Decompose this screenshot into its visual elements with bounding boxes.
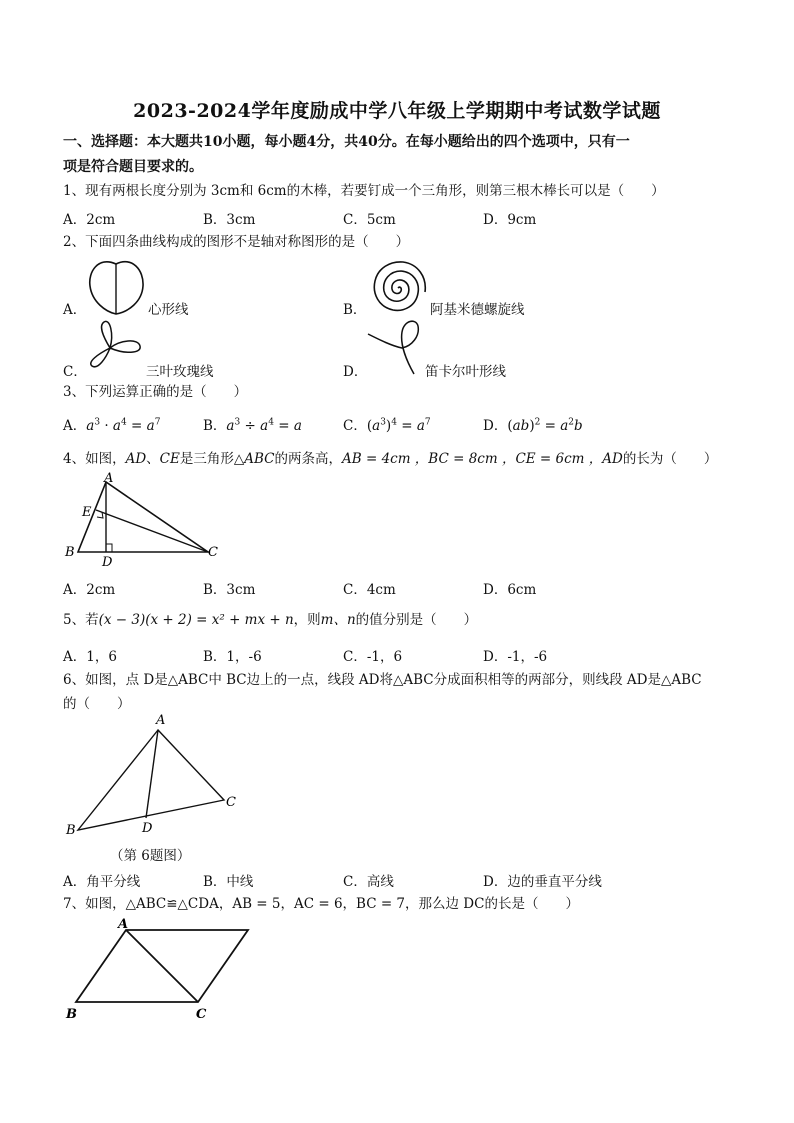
section-heading — [63, 130, 731, 180]
q4-label-c: C — [208, 545, 218, 560]
q7-label-c: C — [196, 1007, 207, 1022]
q4-var-ce: CE — [159, 451, 180, 467]
q6-label-c: C — [226, 795, 236, 810]
q4-text-prefix: 4、如图， — [63, 451, 126, 467]
q2-option-b-letter: B． — [343, 302, 367, 318]
q6-label-b: B — [66, 823, 76, 838]
q2-option-a-letter: A． — [63, 302, 87, 318]
q4-text-sep: 、 — [146, 451, 160, 467]
q4-text-mid: 是三角形△ — [179, 451, 245, 467]
question-6-line2: 的（ ） — [63, 696, 131, 712]
q4-var-abc: ABC — [244, 451, 275, 467]
q6-option-a: A．角平分线 — [63, 874, 141, 890]
q6-figure-caption: （第 6题图） — [110, 848, 191, 864]
q4-label-e: E — [82, 505, 92, 520]
question-6-line1: 6、如图，点 D是△ABC中 BC边上的一点，线段 AD将△ABC分成面积相等的两部分，则线段 AD是△ABC — [63, 672, 702, 688]
q7-label-b: B — [66, 1007, 77, 1022]
q6-option-c: C．高线 — [343, 874, 394, 890]
q2-option-c-letter: C． — [63, 364, 87, 380]
q5-vars: m、n — [320, 612, 356, 628]
question-4 — [63, 447, 733, 472]
q2-option-c-name: 三叶玫瑰线 — [146, 364, 214, 380]
q4-text-suffix: 的长为（ ） — [622, 451, 718, 467]
three-leaf-rose-figure — [88, 318, 148, 374]
q5-text-suffix: 的值分别是（ ） — [355, 612, 478, 628]
q6-label-a: A — [156, 713, 166, 728]
section-heading-line1: 一、选择题：本大题共10小题，每小题4分，共40分。在每小题给出的四个选项中，只有一 — [63, 134, 630, 150]
q4-text-mid2: 的两条高， — [274, 451, 342, 467]
q4-var-ad2: AD — [602, 451, 623, 467]
q3-option-c: C．$(a^3)^4 = a^7$ — [343, 417, 431, 434]
q3-option-a: A．$a^3 \cdot a^4 = a^7$ — [63, 417, 161, 434]
q3-option-a-letter: A． — [63, 418, 87, 434]
q4-label-d: D — [102, 555, 113, 570]
q5-option-a: A．1，6 — [63, 649, 117, 665]
question-2: 2、下面四条曲线构成的图形不是轴对称图形的是（ ） — [63, 234, 410, 250]
q5-option-d: D．-1，-6 — [483, 649, 548, 665]
q3-option-c-letter: C． — [343, 418, 367, 434]
q1-option-d: D．9cm — [483, 212, 537, 228]
q2-option-d-letter: D． — [343, 364, 368, 380]
q2-option-d-name: 笛卡尔叶形线 — [425, 364, 506, 380]
q4-option-a: A．2cm — [63, 582, 116, 598]
q2-option-b-name: 阿基米德螺旋线 — [430, 302, 525, 318]
q5-text-mid: ，则 — [293, 612, 321, 628]
q7-label-a: A — [118, 917, 129, 932]
question-1: 1、现有两根长度分别为 3cm和 6cm的木棒，若要钉成一个三角形，则第三根木棒长可以是（ ） — [63, 183, 665, 199]
q4-triangle-figure — [62, 472, 232, 572]
q4-label-a: A — [104, 471, 114, 486]
spiral-figure — [366, 256, 430, 320]
q4-label-b: B — [65, 545, 75, 560]
q5-option-b: B．1，-6 — [203, 649, 262, 665]
q4-option-d: D．6cm — [483, 582, 537, 598]
q1-option-c: C．5cm — [343, 212, 396, 228]
q3-option-d: D．$(ab)^2 = a^2b$ — [483, 417, 583, 434]
q2-option-a-name: 心形线 — [148, 302, 189, 318]
question-5 — [63, 608, 733, 633]
question-3: 3、下列运算正确的是（ ） — [63, 384, 248, 400]
q1-option-a: A．2cm — [63, 212, 116, 228]
q4-option-c: C．4cm — [343, 582, 396, 598]
q3-option-b-letter: B． — [203, 418, 227, 434]
question-7: 7、如图，△ABC≌△CDA，AB = 5，AC = 6，BC = 7，那么边 DC的长是（ ） — [63, 896, 579, 912]
q6-option-d: D．边的垂直平分线 — [483, 874, 602, 890]
q7-parallelogram-figure — [62, 918, 262, 1022]
section-heading-line2: 项是符合题目要求的。 — [63, 159, 203, 175]
q6-triangle-figure — [64, 712, 244, 840]
q4-option-b: B．3cm — [203, 582, 256, 598]
q5-equation: (x − 3)(x + 2) = x² + mx + n — [98, 612, 294, 628]
q5-text-prefix: 5、若 — [63, 612, 99, 628]
q3-option-d-letter: D． — [483, 418, 508, 434]
cardioid-figure — [88, 258, 148, 316]
page-title: 2023-2024学年度励成中学八年级上学期期中考试数学试题 — [133, 100, 661, 122]
q4-given-values: AB = 4cm ，BC = 8cm ，CE = 6cm ， — [342, 451, 603, 467]
q6-option-b: B．中线 — [203, 874, 254, 890]
q1-option-b: B．3cm — [203, 212, 256, 228]
q6-label-d: D — [142, 821, 153, 836]
q3-option-b: B．$a^3 \div a^4 = a$ — [203, 417, 302, 434]
q4-var-ad: AD — [125, 451, 147, 467]
q5-option-c: C．-1，6 — [343, 649, 403, 665]
